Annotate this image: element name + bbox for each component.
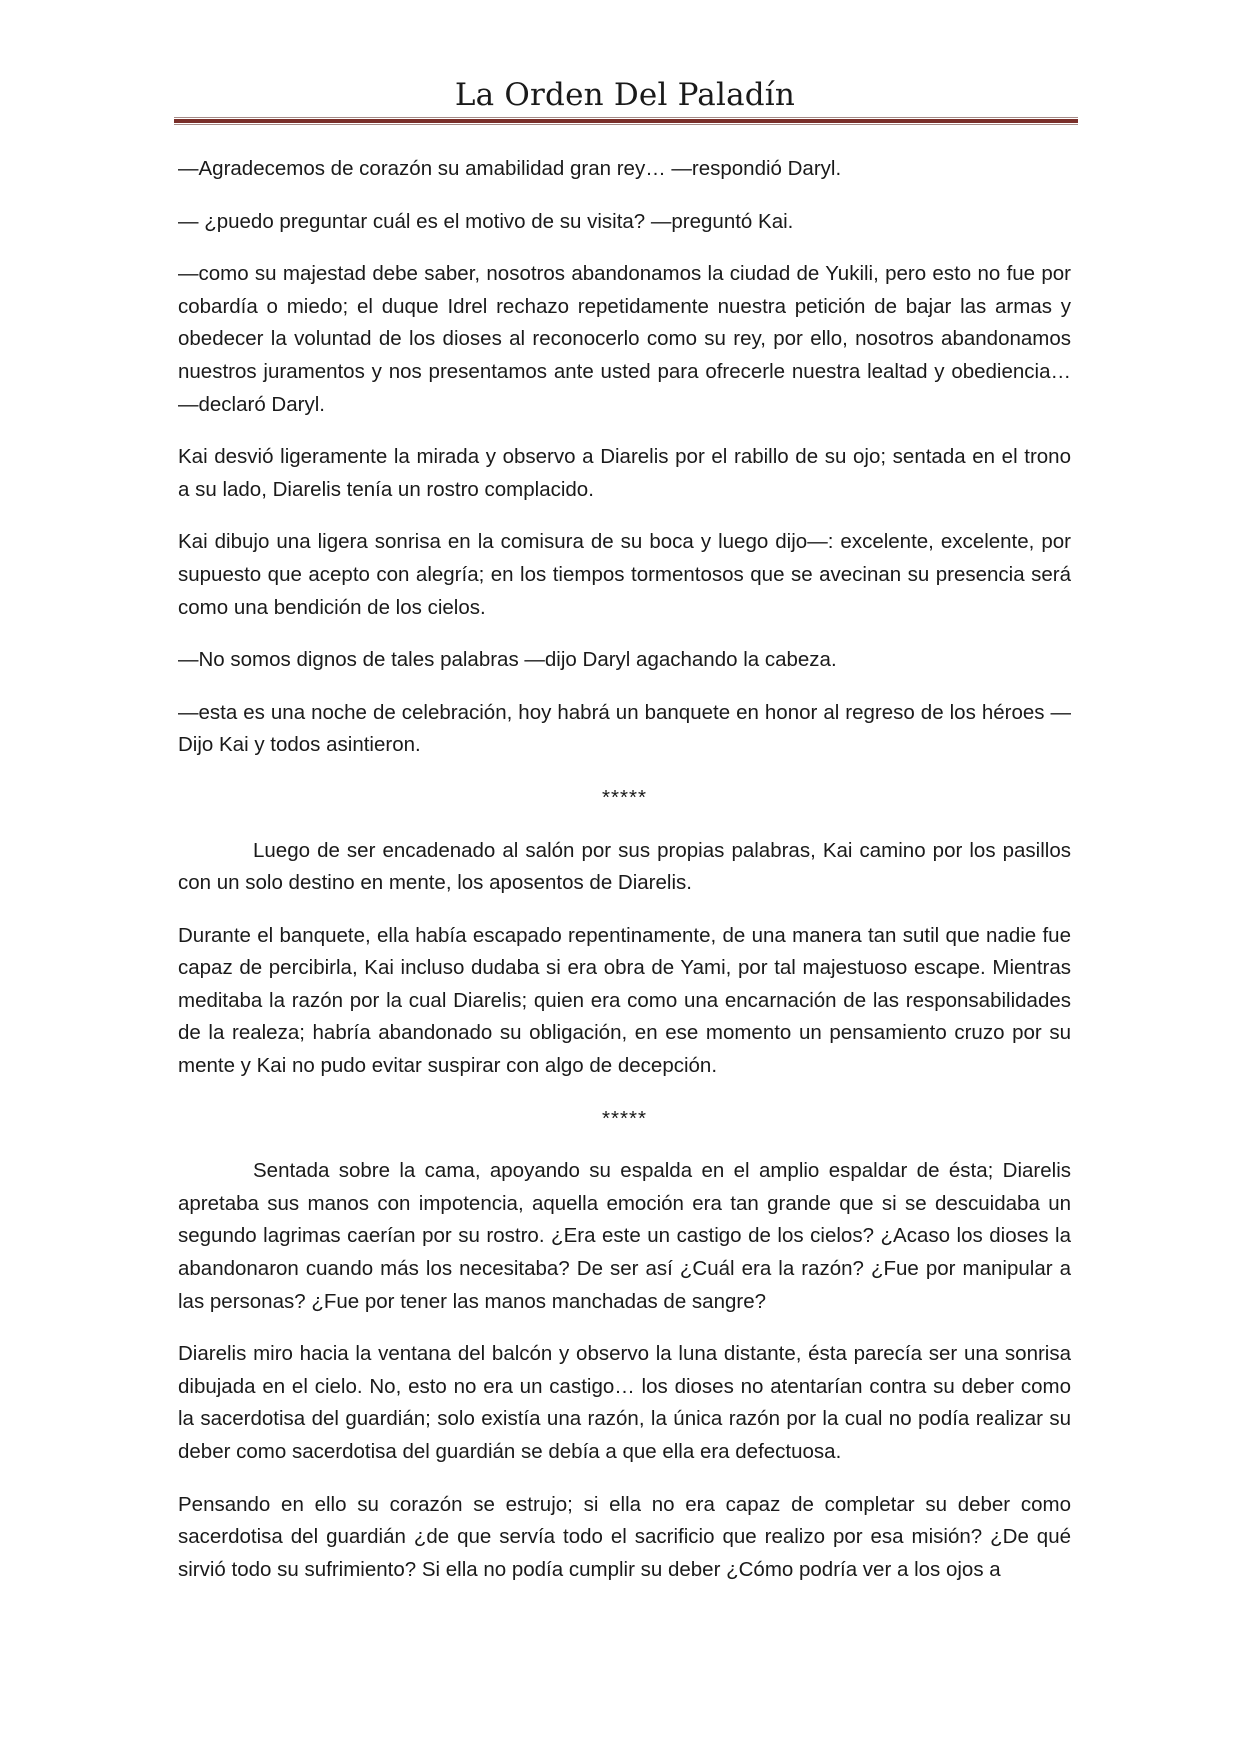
paragraph: —No somos dignos de tales palabras —dijo Daryl agachando la cabeza. [178,648,837,672]
paragraph: Diarelis miro hacia la ventana del balcón y observo la luna distante, ésta parecía ser una sonrisa dibujada en el cielo. No, esto no era un castigo… los dioses no atentarían contra su deber como la sacerdotisa del guardián; solo existía una razón, la única razón por la cual no podía realizar su deber como sacerdotisa del guardián se debía a que ella era defectuosa. [178,1342,1071,1463]
paragraph: Sentada sobre la cama, apoyando su espalda en el amplio espaldar de ésta; Diarelis apretaba sus manos con impotencia, aquella emoción era tan grande que si se descuidaba un segundo lagrimas caerían por su rostro. ¿Era este un castigo de los cielos? ¿Acaso los dioses la abandonaron cuando más los necesitaba? De ser así ¿Cuál era la razón? ¿Fue por manipular a las personas? ¿Fue por tener las manos manchadas de sangre? [178,1159,1071,1313]
scene-separator: ***** [602,1106,647,1130]
body-text [178,153,1071,1606]
book-title: La Orden Del Paladín [454,77,796,113]
paragraph: Luego de ser encadenado al salón por sus propias palabras, Kai camino por los pasillos con un solo destino en mente, los aposentos de Diarelis. [178,838,1071,895]
header-divider-top-line [174,117,1078,118]
paragraph: Kai desvió ligeramente la mirada y observo a Diarelis por el rabillo de su ojo; sentada en el trono a su lado, Diarelis tenía un rostro complacido. [178,445,1071,501]
header-divider-bottom-line [174,124,1078,125]
paragraph: —esta es una noche de celebración, hoy habrá un banquete en honor al regreso de los héroes —Dijo Kai y todos asintieron. [178,700,1071,757]
paragraph: Kai dibujo una ligera sonrisa en la comisura de su boca y luego dijo—: excelente, excelente, por supuesto que acepto con alegría; en los tiempos tormentosos que se avecinan su presencia será como una bendición de los cielos. [178,530,1071,619]
paragraph: —Agradecemos de corazón su amabilidad gran rey… —respondió Daryl. [178,157,842,180]
header-divider [174,117,1078,126]
header-divider-main-line [174,119,1078,123]
paragraph: —como su majestad debe saber, nosotros abandonamos la ciudad de Yukili, pero esto no fue por cobardía o miedo; el duque Idrel rechazo repetidamente nuestra petición de bajar las armas y obedecer la voluntad de los dioses al reconocerlo como su rey, por ello, nosotros abandonamos nuestros juramentos y nos presentamos ante usted para ofrecerle nuestra lealtad y obediencia… —declaró Daryl. [178,262,1071,416]
paragraph: Durante el banquete, ella había escapado repentinamente, de una manera tan sutil que nadie fue capaz de percibirla, Kai incluso dudaba si era obra de Yami, por tal majestuoso escape. Mientras meditaba la razón por la cual Diarelis; quien era como una encarnación de las responsabilidades de la realeza; habría abandonado su obligación, en ese momento un pensamiento cruzo por su mente y Kai no pudo evitar suspirar con algo de decepción. [178,923,1071,1078]
paragraph: — ¿puedo preguntar cuál es el motivo de su visita? —preguntó Kai. [178,209,794,233]
paragraph: Pensando en ello su corazón se estrujo; si ella no era capaz de completar su deber como sacerdotisa del guardián ¿de que servía todo el sacrificio que realizo por esa misión? ¿De qué sirvió todo su sufrimiento? Si ella no podía cumplir su deber ¿Cómo podría ver a los ojos a [178,1492,1071,1581]
page-header [174,72,1076,118]
scene-separator: ***** [602,785,647,809]
